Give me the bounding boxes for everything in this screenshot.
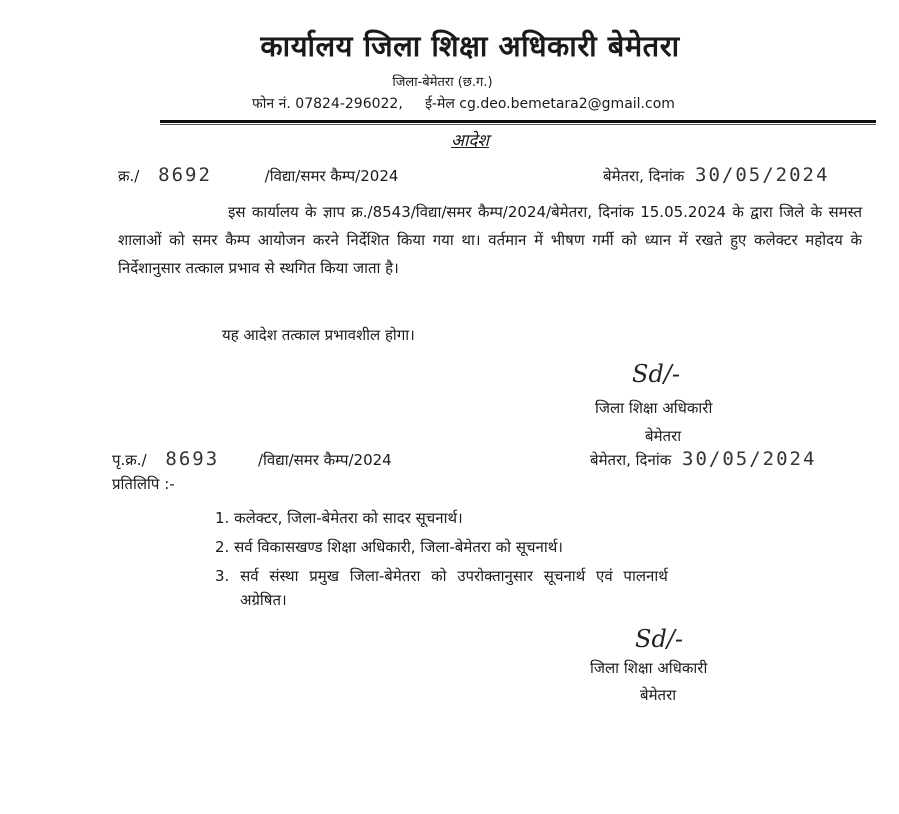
order-reference: [118, 164, 398, 186]
endorsement-reference: [112, 448, 392, 470]
ref-number-handwritten: 8693: [165, 448, 220, 470]
office-title: कार्यालय जिला शिक्षा अधिकारी बेमेतरा: [260, 29, 680, 63]
signature-2: Sd/-: [635, 625, 683, 653]
ref-prefix: पृ.क्र./: [112, 451, 147, 469]
place-date-label: बेमेतरा, दिनांक: [603, 167, 685, 185]
copy-item: 1. कलेक्टर, जिला-बेमेतरा को सादर सूचनार्थ।: [215, 509, 463, 527]
signature-1-place: बेमेतरा: [645, 427, 682, 445]
phone-number: फोन नं. 07824-296022,: [252, 96, 403, 112]
ref-prefix: क्र./: [118, 167, 140, 185]
order-heading: [0, 128, 899, 151]
date-handwritten: 30/05/2024: [695, 164, 830, 186]
date-handwritten: 30/05/2024: [682, 448, 817, 470]
order-heading-text: आदेश: [451, 131, 489, 151]
ref-number-handwritten: 8692: [158, 164, 212, 186]
copy-label: प्रतिलिपि :-: [112, 475, 175, 493]
email-address: ई-मेल cg.deo.bemetara2@gmail.com: [425, 96, 675, 112]
copy-item: 3. सर्व संस्था प्रमुख जिला-बेमेतरा को उपरोक्तानुसार सूचनार्थ एवं पालनार्थ: [215, 567, 668, 585]
district-subtitle: जिला-बेमेतरा (छ.ग.): [392, 75, 493, 90]
signature-2-designation: जिला शिक्षा अधिकारी: [590, 659, 708, 677]
copy-item-continued: अग्रेषित।: [240, 591, 287, 609]
place-date-label: बेमेतरा, दिनांक: [590, 451, 672, 469]
ref-suffix: /विद्या/समर कैम्प/2024: [257, 451, 392, 469]
ref-suffix: /विद्या/समर कैम्प/2024: [264, 167, 399, 185]
header-divider: [160, 120, 876, 123]
signature-1: Sd/-: [632, 360, 680, 388]
signature-1-designation: जिला शिक्षा अधिकारी: [595, 399, 713, 417]
order-date: [603, 164, 829, 186]
contact-line: [252, 94, 675, 113]
header-divider-thin: [160, 124, 876, 125]
body-paragraph: इस कार्यालय के ज्ञाप क्र./8543/विद्या/समर कैम्प/2024/बेमेतरा, दिनांक 15.05.2024 के द्वारा जिले के समस्त शालाओं को समर कैम्प आयोजन करने निर्देशित किया गया था। वर्तमान में भीषण गर्मी को ध्यान में रखते हुए कलेक्टर महोदय के निर्देशानुसार तत्काल प्रभाव से स्थगित किया जाता है।: [118, 203, 862, 277]
endorsement-date: [590, 448, 816, 470]
signature-2-place: बेमेतरा: [640, 686, 677, 704]
effective-line: यह आदेश तत्काल प्रभावशील होगा।: [222, 326, 415, 344]
copy-item: 2. सर्व विकासखण्ड शिक्षा अधिकारी, जिला-बेमेतरा को सूचनार्थ।: [215, 538, 563, 556]
